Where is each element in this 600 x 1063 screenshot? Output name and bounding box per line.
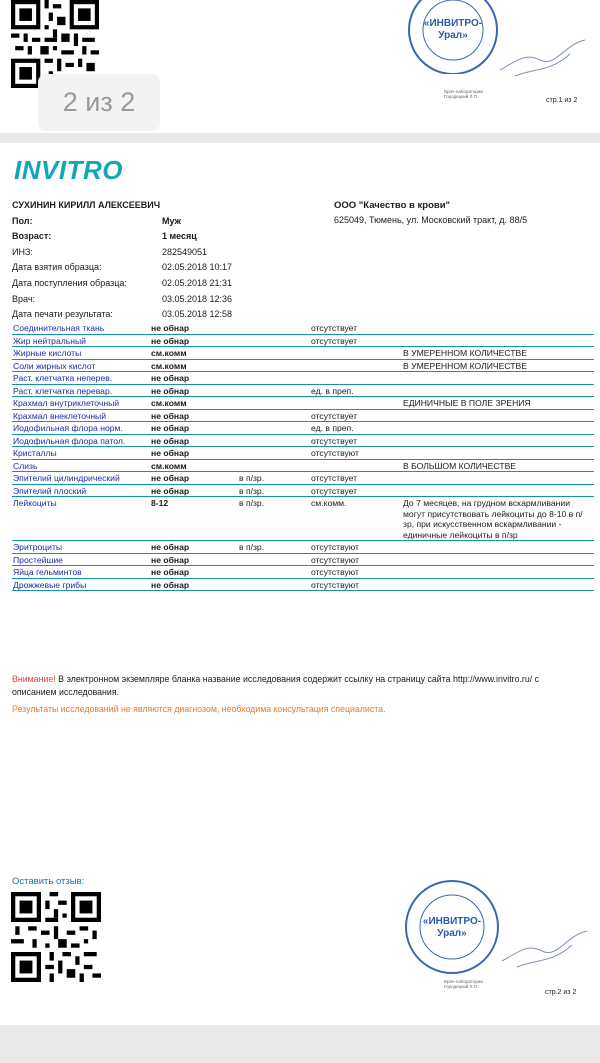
result-ref: отсутствует: [310, 434, 402, 447]
result-comment: [402, 566, 594, 579]
attention-label: Внимание!: [12, 674, 56, 684]
result-value: не обнар: [150, 372, 238, 385]
qr-code-feedback[interactable]: [11, 892, 101, 982]
result-ref: [310, 347, 402, 360]
result-name[interactable]: Раст. клетчатка перевар.: [12, 384, 150, 397]
result-ref: [310, 372, 402, 385]
result-name[interactable]: Крахмал внутриклеточный: [12, 397, 150, 410]
result-row: [12, 447, 594, 460]
result-row: [12, 372, 594, 385]
result-name[interactable]: Простейшие: [12, 553, 150, 566]
result-unit: [238, 397, 310, 410]
result-ref: отсутствует: [310, 472, 402, 485]
results-table: [12, 322, 594, 591]
result-unit: [238, 566, 310, 579]
patient-field-label: Пол:: [12, 215, 33, 226]
result-ref: см.комм.: [310, 497, 402, 541]
result-page: [0, 143, 600, 1025]
patient-field-label: ИНЗ:: [12, 246, 33, 257]
result-comment: [402, 422, 594, 435]
result-value: не обнар: [150, 422, 238, 435]
patient-field-value: 03.05.2018 12:36: [162, 293, 233, 304]
attention-note: [12, 673, 582, 698]
attention-text[interactable]: В электронном экземпляре бланка название исследования содержит ссылку на страницу сайта http://www.invitro.ru/ с описанием исследования.: [12, 674, 540, 697]
result-unit: [238, 447, 310, 460]
patient-field-label: Дата печати результата:: [12, 309, 113, 320]
result-value: не обнар: [150, 334, 238, 347]
result-comment: [402, 553, 594, 566]
patient-field-value: 282549051: [162, 246, 208, 257]
patient-field-value: 02.05.2018 10:17: [162, 262, 233, 273]
result-value: не обнар: [150, 447, 238, 460]
patient-field-value: Муж: [162, 215, 181, 226]
result-comment: В УМЕРЕННОМ КОЛИЧЕСТВЕ: [402, 359, 594, 372]
result-unit: [238, 384, 310, 397]
stamp-icon: [405, 0, 501, 79]
result-unit: в п/зр.: [238, 472, 310, 485]
svg-text:Урал»: Урал»: [437, 928, 467, 939]
result-row: [12, 472, 594, 485]
result-value: не обнар: [150, 541, 238, 554]
result-ref: отсутствуют: [310, 447, 402, 460]
result-comment: [402, 409, 594, 422]
result-comment: [402, 541, 594, 554]
signer-block-top: Врач-лаборатории Городецкий Л.П.: [444, 89, 483, 99]
page-number-top: стр.1 из 2: [546, 97, 578, 104]
patient-field-label: Врач:: [12, 293, 36, 304]
patient-field-value: 1 месяц: [162, 231, 197, 242]
result-unit: [238, 347, 310, 360]
result-comment: [402, 322, 594, 334]
result-name[interactable]: Дрожжевые грибы: [12, 578, 150, 591]
result-unit: в п/зр.: [238, 497, 310, 541]
result-name[interactable]: Лейкоциты: [12, 497, 150, 541]
result-row: [12, 409, 594, 422]
result-name[interactable]: Жирные кислоты: [12, 347, 150, 360]
result-unit: [238, 422, 310, 435]
result-value: не обнар: [150, 484, 238, 497]
patient-block: [12, 198, 160, 214]
result-row: [12, 347, 594, 360]
result-row: [12, 322, 594, 334]
result-unit: [238, 334, 310, 347]
result-comment: [402, 372, 594, 385]
patient-name: СУХИНИН КИРИЛЛ АЛЕКСЕЕВИЧ: [12, 200, 161, 210]
result-name[interactable]: Раст. клетчатка неперев.: [12, 372, 150, 385]
result-name[interactable]: Эпителий плоский: [12, 484, 150, 497]
disclaimer: Результаты исследований не являются диагнозом, необходима консультация специалиста.: [12, 704, 386, 714]
lab-name: ООО "Качество в крови": [334, 200, 451, 211]
result-ref: отсутствует: [310, 409, 402, 422]
result-ref: [310, 359, 402, 372]
result-comment: [402, 472, 594, 485]
svg-text:«ИНВИТРО-: «ИНВИТРО-: [422, 916, 482, 927]
result-row: [12, 334, 594, 347]
result-ref: отсутствуют: [310, 553, 402, 566]
result-ref: ед. в преп.: [310, 384, 402, 397]
result-value: не обнар: [150, 384, 238, 397]
result-row: [12, 541, 594, 554]
result-row: [12, 397, 594, 410]
result-unit: [238, 359, 310, 372]
result-name[interactable]: Иодофильная флора патол.: [12, 434, 150, 447]
stamp-icon: [403, 878, 501, 981]
result-unit: [238, 409, 310, 422]
result-unit: [238, 459, 310, 472]
svg-text:«ИНВИТРО-: «ИНВИТРО-: [423, 18, 483, 29]
result-ref: отсутствует: [310, 322, 402, 334]
lab-block: [334, 199, 527, 227]
patient-field-label: Дата взятия образца:: [12, 262, 102, 273]
result-comment: В УМЕРЕННОМ КОЛИЧЕСТВЕ: [402, 347, 594, 360]
result-name[interactable]: Жир нейтральный: [12, 334, 150, 347]
result-ref: отсутствуют: [310, 566, 402, 579]
result-row: [12, 434, 594, 447]
result-unit: [238, 322, 310, 334]
result-ref: [310, 459, 402, 472]
result-name[interactable]: Слизь: [12, 459, 150, 472]
result-unit: в п/зр.: [238, 484, 310, 497]
result-ref: ед. в преп.: [310, 422, 402, 435]
result-comment: [402, 578, 594, 591]
result-row: [12, 359, 594, 372]
lab-address: 625049, Тюмень, ул. Московский тракт, д. 88/5: [334, 215, 528, 225]
notes-block: [12, 673, 582, 716]
result-ref: [310, 397, 402, 410]
result-value: не обнар: [150, 472, 238, 485]
result-name[interactable]: Крахмал внеклеточный: [12, 409, 150, 422]
patient-field-value: 02.05.2018 21:31: [162, 277, 233, 288]
result-comment: [402, 334, 594, 347]
feedback-label: Оставить отзыв:: [12, 876, 85, 887]
result-row: [12, 566, 594, 579]
result-ref: отсутствует: [310, 484, 402, 497]
result-value: не обнар: [150, 409, 238, 422]
result-row: [12, 422, 594, 435]
result-comment: [402, 384, 594, 397]
result-value: не обнар: [150, 322, 238, 334]
result-unit: в п/зр.: [238, 541, 310, 554]
result-comment: В БОЛЬШОМ КОЛИЧЕСТВЕ: [402, 459, 594, 472]
page-counter-badge: 2 из 2: [38, 74, 160, 131]
result-comment: [402, 434, 594, 447]
result-ref: отсутствует: [310, 334, 402, 347]
result-row: [12, 578, 594, 591]
signature: [497, 923, 592, 978]
result-name[interactable]: Кристаллы: [12, 447, 150, 460]
patient-field-value: 03.05.2018 12:58: [162, 309, 233, 320]
result-value: не обнар: [150, 553, 238, 566]
result-name[interactable]: Эритроциты: [12, 541, 150, 554]
invitro-logo: INVITRO: [14, 155, 123, 185]
result-value: не обнар: [150, 434, 238, 447]
result-value: см.комм: [150, 347, 238, 360]
result-value: 8-12: [150, 497, 238, 541]
result-row: [12, 484, 594, 497]
patient-field-label: Дата поступления образца:: [12, 277, 127, 288]
result-row: [12, 459, 594, 472]
signer-block-bottom: Врач-лаборатории Городецкий Л.П.: [444, 979, 483, 989]
result-row: [12, 553, 594, 566]
signature: [495, 32, 590, 87]
result-value: см.комм: [150, 359, 238, 372]
result-name[interactable]: Яйца гельминтов: [12, 566, 150, 579]
result-value: см.комм: [150, 459, 238, 472]
patient-labels: [12, 214, 127, 323]
svg-text:Урал»: Урал»: [438, 30, 468, 41]
result-comment: [402, 447, 594, 460]
result-unit: [238, 434, 310, 447]
result-name[interactable]: Иодофильная флора норм.: [12, 422, 150, 435]
patient-values: [162, 214, 232, 323]
result-unit: [238, 553, 310, 566]
result-comment: До 7 месяцев, на грудном вскармливании могут присутствовать лейкоциты до 8-10 в п/зр, при искусственном вскармливании - единичные лейкоциты в п/зр: [402, 497, 594, 541]
result-comment: ЕДИНИЧНЫЕ В ПОЛЕ ЗРЕНИЯ: [402, 397, 594, 410]
result-comment: [402, 484, 594, 497]
result-unit: [238, 578, 310, 591]
previous-page-strip: [0, 0, 600, 133]
result-value: не обнар: [150, 566, 238, 579]
result-unit: [238, 372, 310, 385]
result-value: см.комм: [150, 397, 238, 410]
result-value: не обнар: [150, 578, 238, 591]
result-name[interactable]: Эпителий цилиндрический: [12, 472, 150, 485]
result-ref: отсутствуют: [310, 578, 402, 591]
patient-field-label: Возраст:: [12, 231, 52, 242]
page-number-bottom: стр.2 из 2: [545, 989, 577, 996]
result-ref: отсутствуют: [310, 541, 402, 554]
result-name[interactable]: Соединительная ткань: [12, 322, 150, 334]
result-name[interactable]: Соли жирных кислот: [12, 359, 150, 372]
result-row: [12, 384, 594, 397]
result-row: [12, 497, 594, 541]
